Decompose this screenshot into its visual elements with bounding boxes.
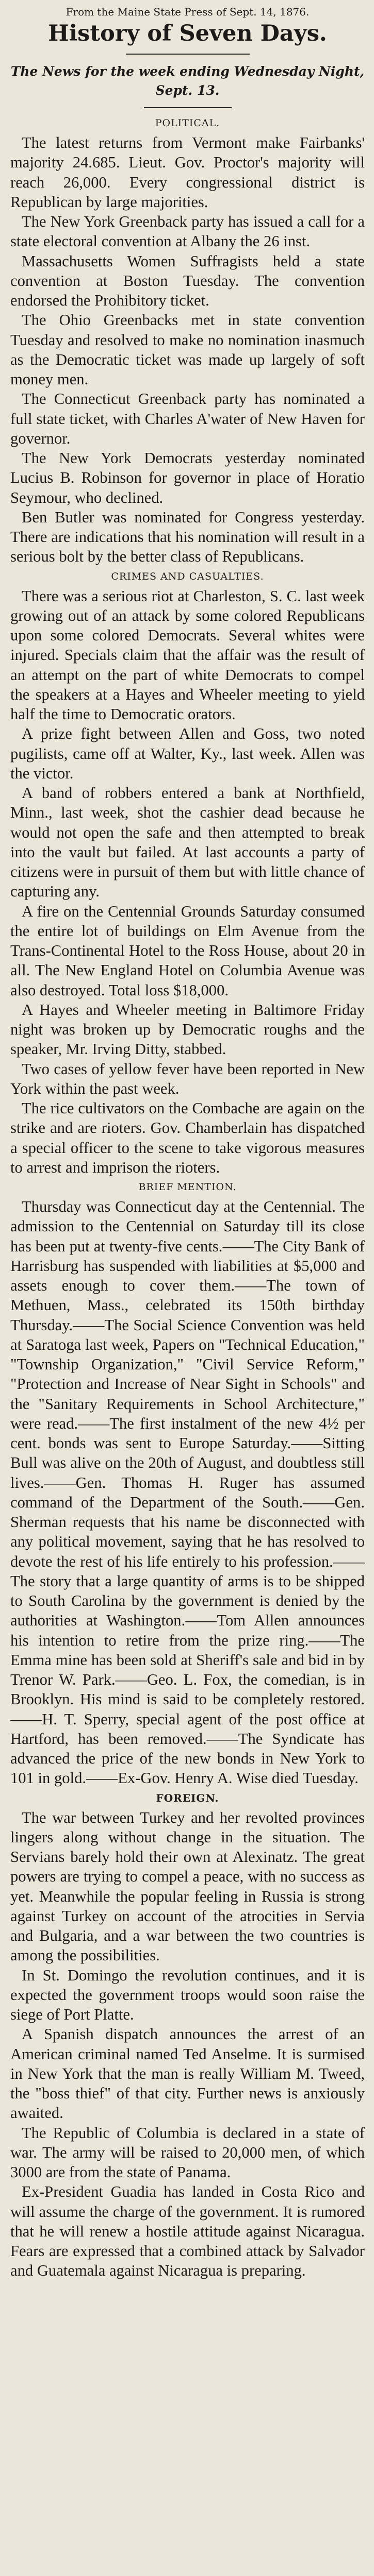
paragraph: A fire on the Centennial Grounds Saturday consumed the entire lot of buildings on Elm Avenue from the Trans-Continental Hotel to the Ross House, about 20 in all. The New England Hotel on Columbia Avenue was also destroyed. Total loss $18,000. — [10, 902, 365, 999]
paragraph: The Connecticut Greenback party has nominated a full state ticket, with Charles A'water of New Haven for governor. — [10, 390, 365, 447]
paragraph: A band of robbers entered a bank at Northfield, Minn., last week, shot the cashier dead because he would not open the safe and then attempted to break into the vault but failed. At last accounts a party of citizens were in pursuit of them but with little chance of capturing any. — [10, 784, 365, 901]
section-political — [10, 115, 365, 567]
paragraph: The New York Democrats yesterday nominated Lucius B. Robinson for governor in place of Horatio Seymour, who declined. — [10, 449, 365, 506]
headline-rule — [126, 54, 250, 55]
section-foreign — [10, 1790, 365, 2281]
paragraph: The war between Turkey and her revolted provinces lingers along without change in the situation. The Servians barely hold their own at Alexinatz. The great powers are trying to compel a peace, with no success as yet. Meanwhile the popular feeling in Russia is strong against Turkey on account of the atrocities in Servia and Bulgaria, and a war between the two countries is among the possibilities. — [10, 1808, 365, 1964]
paragraph: Thursday was Connecticut day at the Centennial. The admission to the Centennial on Saturday till its close has been put at twenty-five cents.——The City Bank of Harrisburg has suspended with liabilities at $5,000 and assets enough to cover them.——The town of Methuen, Mass., celebrated its 150th birthday Thursday.——The Social Science Convention was held at Saratoga last week, Papers on "Technical Education," "Township Organization," "Civil Service Reform," "Protection and Increase of Near Sight in Schools" and the "Sanitary Requirements in School Architecture," were read.——The first instalment of the new 4½ per cent. bonds was sent to Europe Saturday.——Sitting Bull was alive on the 20th of August, and doubtless still lives.——Gen. Thomas H. Ruger has assumed command of the Department of the South.——Gen. Sherman requests that his name be disconnected with any political movement, saying that he has resolved to devote the rest of his life entirely to his profession.——The story that a large quantity of arms is to be shipped to South Carolina by the government is denied by the authorities at Washington.——Tom Allen announces his intention to retire from the prize ring.——The Emma mine has been sold at Sheriff's sale and bid in by Trenor W. Park.——Geo. L. Fox, the comedian, is in Brooklyn. His mind is said to be completely restored.——H. T. Sperry, special agent of the post office at Hartford, has been removed.——The Syndicate has advanced the price of the new bonds in New York to 101 in gold.——Ex-Gov. Henry A. Wise died Tuesday. — [10, 1198, 365, 1787]
section-heading-political: POLITICAL. — [155, 117, 220, 129]
section-heading-foreign: FOREIGN. — [156, 1791, 219, 1804]
section-brief-mention — [10, 1179, 365, 1788]
section-heading-crimes: CRIMES AND CASUALTIES. — [111, 570, 264, 582]
subheadline: The News for the week ending Wednesday Night, Sept. 13. — [10, 64, 365, 98]
subheadline-rule — [144, 107, 232, 108]
paragraph: The Republic of Columbia is declared in a state of war. The army will be raised to 20,000 men, of which 3000 are from the state of Panama. — [10, 2124, 365, 2181]
headline: History of Seven Days. — [48, 21, 327, 46]
paragraph: There was a serious riot at Charleston, S. C. last week growing out of an attack by some colored Republicans upon some colored Democrats. Several whites were injured. Specials claim that the affair was the result of an attempt on the part of white Democrats to compel the speakers at a Hayes and Wheeler meeting to yield half the time to Democratic orators. — [10, 587, 365, 723]
article-body — [10, 115, 365, 2281]
paragraph: In St. Domingo the revolution continues, and it is expected the government troops would soon raise the siege of Port Platte. — [10, 1966, 365, 2023]
paragraph: Ben Butler was nominated for Congress yesterday. There are indications that his nomination will result in a serious bolt by the better class of Republicans. — [10, 508, 365, 566]
section-crimes-and-casualties — [10, 569, 365, 1178]
paragraph: The rice cultivators on the Combache are again on the strike and are rioters. Gov. Chamberlain has dispatched a special officer to the scene to take vigorous measures to arrest and imprison the rioters. — [10, 1099, 365, 1176]
paragraph: Massachusetts Women Suffragists held a state convention at Boston Tuesday. The convention endorsed the Prohibitory ticket. — [10, 252, 365, 309]
paragraph: The New York Greenback party has issued a call for a state electoral convention at Albany the 26 inst. — [10, 213, 365, 250]
paragraph: A Hayes and Wheeler meeting in Baltimore Friday night was broken up by Democratic roughs and the speaker, Mr. Irving Ditty, stabbed. — [10, 1001, 365, 1058]
paragraph: The latest returns from Vermont make Fairbanks' majority 24.685. Lieut. Gov. Proctor's majority will reach 26,000. Every congressional district is Republican by large majorities. — [10, 134, 365, 211]
section-heading-brief: BRIEF MENTION. — [138, 1181, 237, 1193]
paragraph: The Ohio Greenbacks met in state convention Tuesday and resolved to make no nomination inasmuch as the Democratic ticket was made up largely of soft money men. — [10, 311, 365, 388]
paragraph: A Spanish dispatch announces the arrest of an American criminal named Ted Anselme. It is surmised in New York that the man is really William M. Tweed, the "boss thief" of that city. Further news is anxiously awaited. — [10, 2025, 365, 2122]
paragraph: A prize fight between Allen and Goss, two noted pugilists, came off at Walter, Ky., last week. Allen was the victor. — [10, 725, 365, 782]
paragraph: Ex-President Guadia has landed in Costa Rico and will assume the charge of the government. It is rumored that he will renew a hostile attitude against Nicaragua. Fears are expressed that a combined attack by Salvador and Guatemala against Nicaragua is preparing. — [10, 2183, 365, 2280]
paragraph: Two cases of yellow fever have been reported in New York within the past week. — [10, 1060, 365, 1097]
source-line: From the Maine State Press of Sept. 14, 1876. — [66, 6, 310, 18]
